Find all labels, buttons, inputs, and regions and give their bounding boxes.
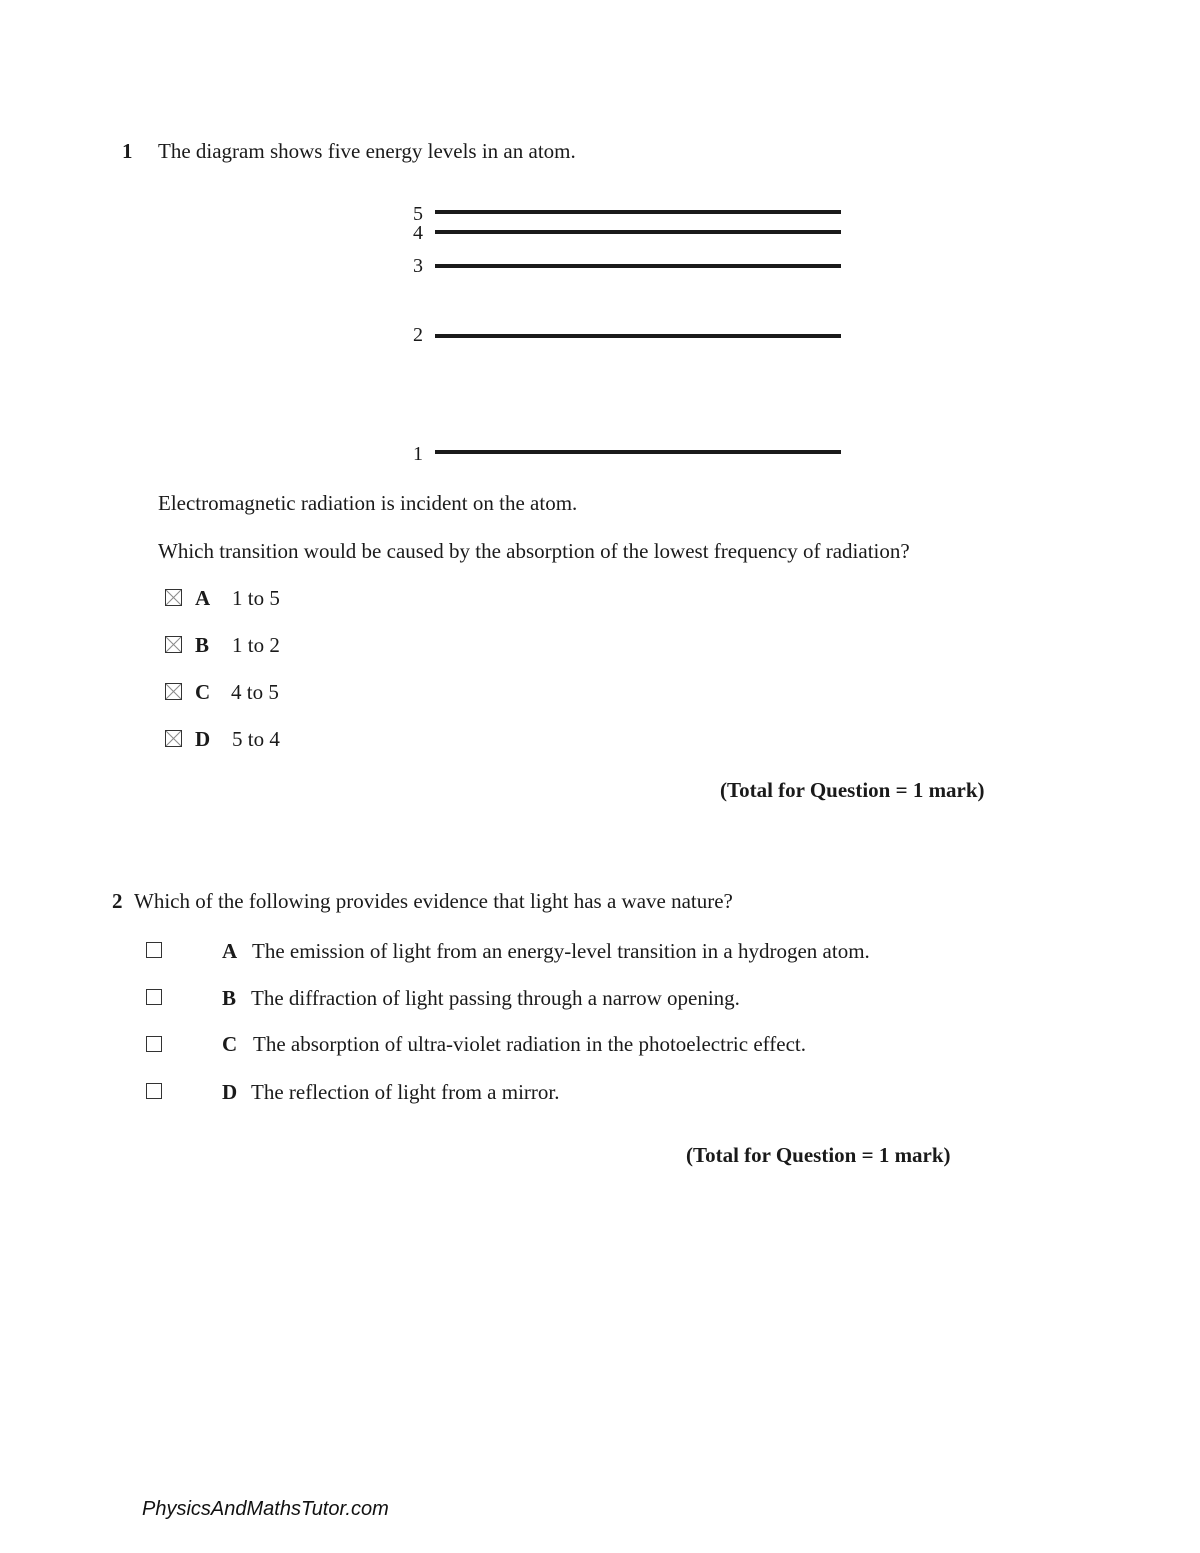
answer-checkbox-a[interactable] xyxy=(146,942,162,958)
answer-checkbox-a[interactable] xyxy=(165,589,182,606)
level-label-4: 4 xyxy=(413,222,423,244)
option-letter: A xyxy=(195,586,211,610)
option-letter: C xyxy=(195,680,211,704)
option-text: 1 to 5 xyxy=(232,586,280,610)
option-letter: C xyxy=(222,1032,238,1056)
question-number: 1 xyxy=(122,139,133,163)
level-label-3: 3 xyxy=(413,255,423,277)
question-text: Electromagnetic radiation is incident on the atom. xyxy=(158,491,578,515)
option-text: 4 to 5 xyxy=(231,680,279,704)
option-text: The emission of light from an energy-level transition in a hydrogen atom. xyxy=(252,939,870,963)
question-number: 2 xyxy=(112,889,123,913)
energy-level-1 xyxy=(435,450,841,454)
question-total: (Total for Question = 1 mark) xyxy=(686,1143,951,1167)
level-label-1: 1 xyxy=(413,443,423,465)
energy-level-4 xyxy=(435,230,841,234)
energy-level-5 xyxy=(435,210,841,214)
option-text: The reflection of light from a mirror. xyxy=(251,1080,560,1104)
option-letter: B xyxy=(222,986,237,1010)
option-letter: A xyxy=(222,939,238,963)
answer-checkbox-c[interactable] xyxy=(165,683,182,700)
option-text: 5 to 4 xyxy=(232,727,280,751)
question-stem: The diagram shows five energy levels in an atom. xyxy=(158,139,576,163)
answer-checkbox-d[interactable] xyxy=(165,730,182,747)
answer-checkbox-b[interactable] xyxy=(165,636,182,653)
option-text: The diffraction of light passing through a narrow opening. xyxy=(251,986,740,1010)
option-letter: B xyxy=(195,633,210,657)
option-text: 1 to 2 xyxy=(232,633,280,657)
footer-site-name: PhysicsAndMathsTutor.com xyxy=(142,1498,389,1520)
level-label-2: 2 xyxy=(413,324,423,346)
question-total: (Total for Question = 1 mark) xyxy=(720,778,985,802)
answer-checkbox-c[interactable] xyxy=(146,1036,162,1052)
question-stem: Which of the following provides evidence that light has a wave nature? xyxy=(134,889,733,913)
level-label-5: 5 xyxy=(413,203,423,225)
option-text: The absorption of ultra-violet radiation in the photoelectric effect. xyxy=(253,1032,806,1056)
question-prompt: Which transition would be caused by the absorption of the lowest frequency of radiation? xyxy=(158,539,910,563)
answer-checkbox-b[interactable] xyxy=(146,989,162,1005)
option-letter: D xyxy=(222,1080,238,1104)
answer-checkbox-d[interactable] xyxy=(146,1083,162,1099)
energy-level-2 xyxy=(435,334,841,338)
energy-level-3 xyxy=(435,264,841,268)
option-letter: D xyxy=(195,727,211,751)
